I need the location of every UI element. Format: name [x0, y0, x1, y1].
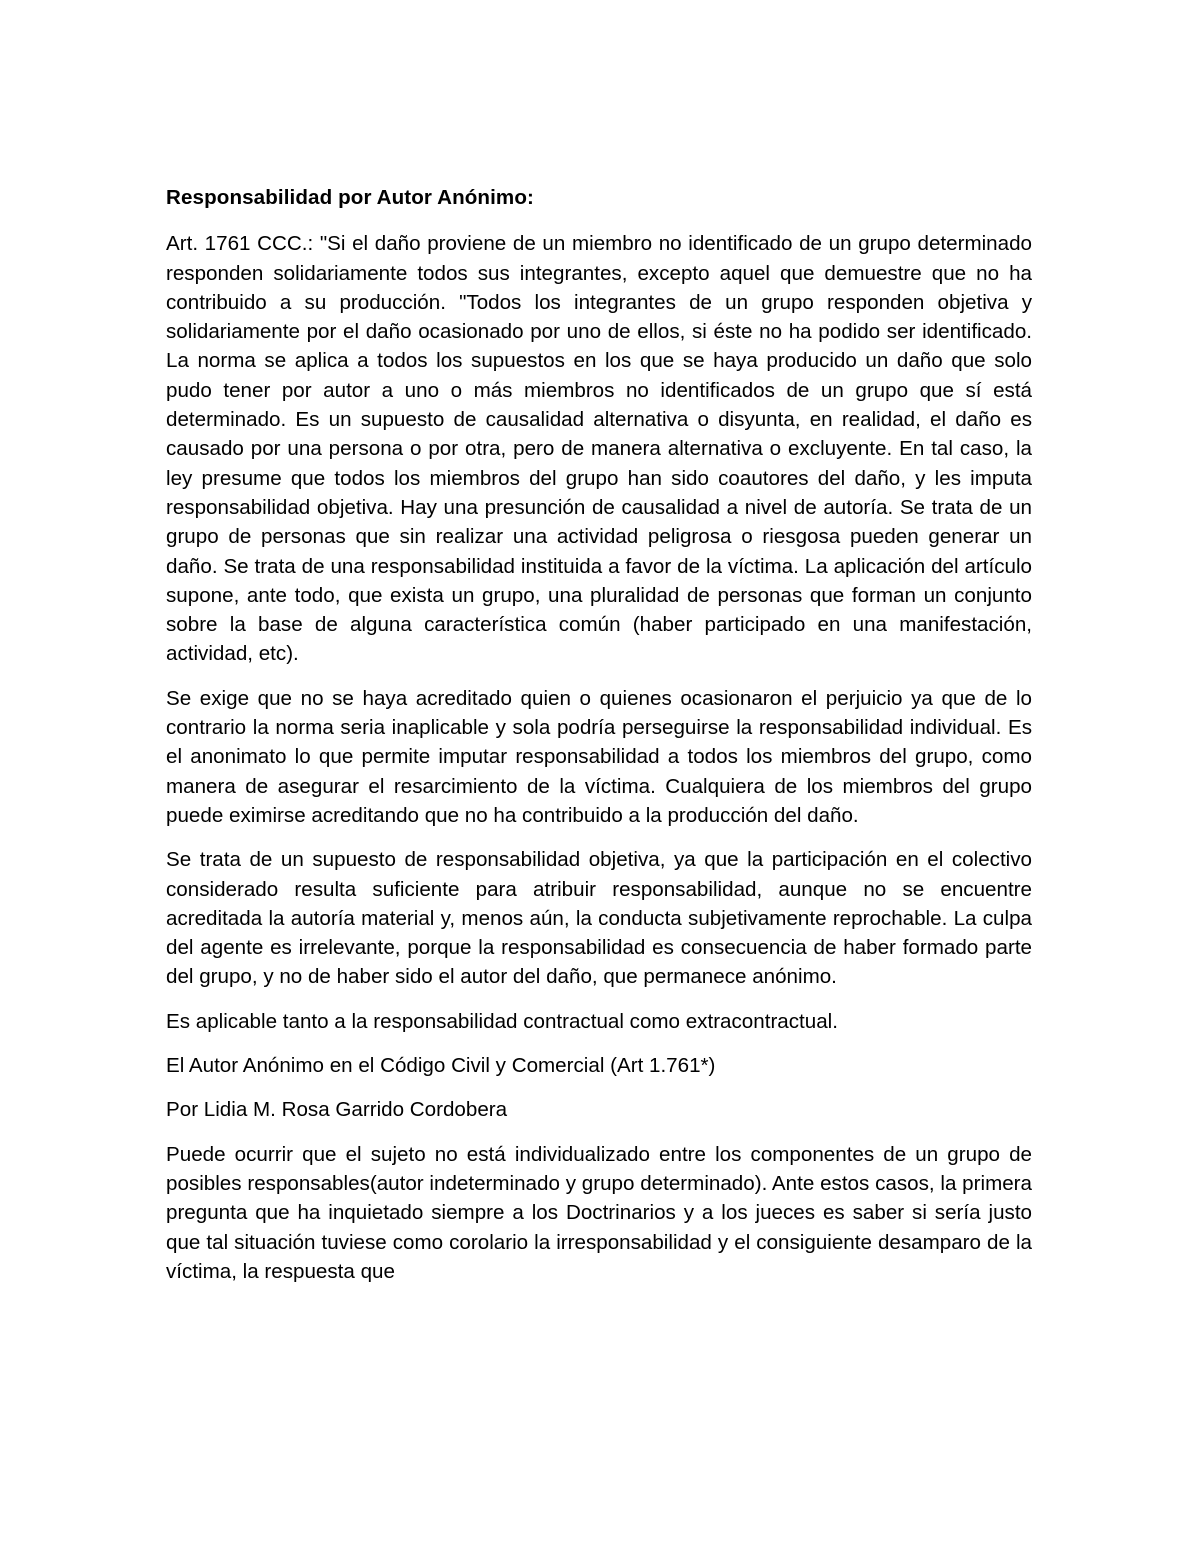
- author-byline: Por Lidia M. Rosa Garrido Cordobera: [166, 1098, 508, 1122]
- paragraph-anonymity-requirement: Se exige que no se haya acreditado quien o quienes ocasionaron el perjuicio ya que de lo contrario la norma seria inaplicable y sola podría perseguirse la responsabilidad individual. Es el anonimato lo que permite imputar responsabilidad a todos los miembros del grupo, como manera de asegurar el resarcimiento de la víctima. Cualquiera de los miembros del grupo puede eximirse acreditando que no ha contribuido a la producción del daño.: [166, 686, 1032, 827]
- document-body: [166, 183, 1032, 1286]
- paragraph-applicability: Es aplicable tanto a la responsabilidad contractual como extracontractual.: [166, 1009, 838, 1033]
- paragraph-article-1761: Art. 1761 CCC.: "Si el daño proviene de un miembro no identificado de un grupo determinado responden solidariamente todos sus integrantes, excepto aquel que demuestre que no ha contribuido a su producción. "Todos los integrantes de un grupo responden objetiva y solidariamente por el daño ocasionado por uno de ellos, si éste no ha podido ser identificado. La norma se aplica a todos los supuestos en los que se haya producido un daño que solo pudo tener por autor a uno o más miembros no identificados de un grupo que sí está determinado. Es un supuesto de causalidad alternativa o disyunta, en realidad, el daño es causado por una persona o por otra, pero de manera alternativa o excluyente. En tal caso, la ley presume que todos los miembros del grupo han sido coautores del daño, y les imputa responsabilidad objetiva. Hay una presunción de causalidad a nivel de autoría. Se trata de un grupo de personas que sin realizar una actividad peligrosa o riesgosa pueden generar un daño. Se trata de una responsabilidad instituida a favor de la víctima. La aplicación del artículo supone, ante todo, que exista un grupo, una pluralidad de personas que forman un conjunto sobre la base de alguna característica común (haber participado en una manifestación, actividad, etc).: [166, 232, 1032, 666]
- paragraph-undetermined-author: Puede ocurrir que el sujeto no está individualizado entre los componentes de un grupo de posibles responsables(autor indeterminado y grupo determinado). Ante estos casos, la primera pregunta que ha inquietado siempre a los Doctrinarios y a los jueces es saber si sería justo que tal situación tuviese como corolario la irresponsabilidad y el consiguiente desamparo de la víctima, la respuesta que: [166, 1142, 1032, 1283]
- article-reference-heading: El Autor Anónimo en el Código Civil y Comercial (Art 1.761*): [166, 1054, 716, 1078]
- paragraph-objective-responsibility: Se trata de un supuesto de responsabilidad objetiva, ya que la participación en el colectivo considerado resulta suficiente para atribuir responsabilidad, aunque no se encuentre acreditada la autoría material y, menos aún, la conducta subjetivamente reprochable. La culpa del agente es irrelevante, porque la responsabilidad es consecuencia de haber formado parte del grupo, y no de haber sido el autor del daño, que permanece anónimo.: [166, 848, 1032, 989]
- document-title: Responsabilidad por Autor Anónimo:: [166, 186, 534, 209]
